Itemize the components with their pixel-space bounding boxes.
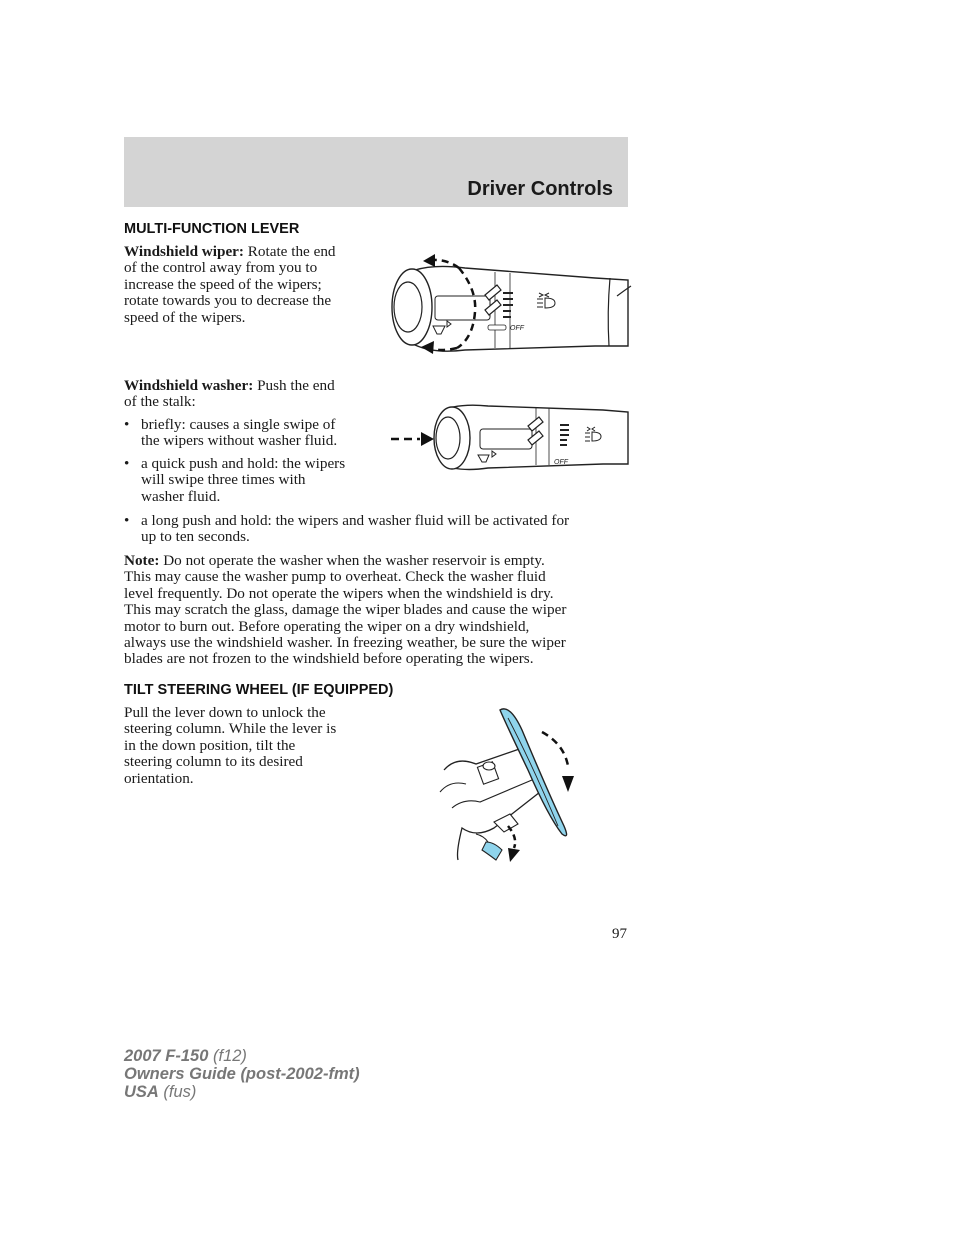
document-footer bbox=[124, 1047, 360, 1101]
wiper-paragraph bbox=[124, 244, 336, 326]
bullet-line: will swipe three times with bbox=[141, 471, 306, 489]
wiper-line: of the control away from you to bbox=[124, 259, 318, 277]
tilt-arrow-upper bbox=[542, 732, 568, 766]
wiper-line: speed of the wipers. bbox=[124, 308, 246, 326]
off-label: OFF bbox=[510, 325, 524, 332]
footer-market-code: (fus) bbox=[158, 1083, 197, 1101]
tilt-arrow-lower bbox=[508, 826, 515, 848]
wiper-rotation-figure bbox=[385, 250, 635, 360]
tilt-line: steering column to its desired bbox=[124, 753, 303, 771]
wiper-line: Rotate the end bbox=[243, 243, 336, 260]
off-label: OFF bbox=[554, 459, 568, 466]
header-band bbox=[124, 137, 628, 207]
tilt-steering-figure bbox=[436, 700, 586, 870]
washer-paragraph bbox=[124, 378, 335, 411]
heading-multi-function-lever: MULTI-FUNCTION LEVER bbox=[124, 221, 300, 237]
wiper-line: rotate towards you to decrease the bbox=[124, 292, 332, 310]
washer-label: Windshield washer: bbox=[124, 377, 254, 394]
washer-line: of the stalk: bbox=[124, 393, 196, 411]
tilt-line: orientation. bbox=[124, 769, 194, 787]
note-line: blades are not frozen to the windshield before operating the wipers. bbox=[124, 650, 534, 668]
tilt-line: Pull the lever down to unlock the bbox=[124, 704, 326, 721]
display-window bbox=[480, 429, 532, 449]
washer-line: Push the end bbox=[253, 377, 335, 394]
section-title: Driver Controls bbox=[467, 178, 613, 200]
bullet-line: up to ten seconds. bbox=[141, 528, 250, 546]
push-arrow-icon bbox=[421, 432, 434, 446]
note-line: level frequently. Do not operate the wipers when the windshield is dry. bbox=[124, 584, 554, 602]
note-line: This may cause the washer pump to overheat. Check the washer fluid bbox=[124, 568, 546, 586]
footer-guide: Owners Guide (post-2002-fmt) bbox=[124, 1065, 360, 1083]
bullet-line: washer fluid. bbox=[141, 487, 221, 505]
bullet-line: briefly: causes a single swipe of bbox=[141, 416, 336, 433]
tilt-paragraph bbox=[124, 705, 336, 787]
tilt-lever bbox=[482, 842, 502, 860]
bullet-line: a long push and hold: the wipers and washer fluid will be activated for bbox=[141, 512, 570, 529]
heading-tilt-steering-wheel: TILT STEERING WHEEL (IF EQUIPPED) bbox=[124, 682, 394, 698]
washer-push-figure bbox=[388, 402, 633, 477]
note-label: Note: bbox=[124, 552, 160, 569]
note-line: Do not operate the washer when the washer reservoir is empty. bbox=[159, 552, 545, 569]
wiper-label: Windshield wiper: bbox=[124, 243, 244, 260]
page-number: 97 bbox=[612, 926, 627, 942]
footer-model: 2007 F-150 bbox=[124, 1047, 209, 1065]
note-line: This may scratch the glass, damage the wiper blades and cause the wiper bbox=[124, 601, 567, 619]
off-marker bbox=[488, 325, 506, 330]
bullet-line: the wipers without washer fluid. bbox=[141, 432, 338, 450]
note-line: always use the windshield washer. In freezing weather, be sure the wiper bbox=[124, 634, 566, 652]
note-paragraph bbox=[124, 553, 634, 668]
footer-model-code: (f12) bbox=[208, 1047, 247, 1065]
wiper-line: increase the speed of the wipers; bbox=[124, 275, 322, 293]
tilt-line: steering column. While the lever is bbox=[124, 720, 337, 738]
bullet-dot: • bbox=[124, 455, 130, 472]
bullet-line: a quick push and hold: the wipers bbox=[141, 455, 346, 472]
bullet-dot: • bbox=[124, 512, 130, 529]
footer-market: USA bbox=[124, 1083, 159, 1101]
bullet-dot: • bbox=[124, 416, 130, 433]
tilt-line: in the down position, tilt the bbox=[124, 736, 296, 754]
note-line: motor to burn out. Before operating the wiper on a dry windshield, bbox=[124, 617, 530, 635]
display-window bbox=[435, 296, 490, 320]
